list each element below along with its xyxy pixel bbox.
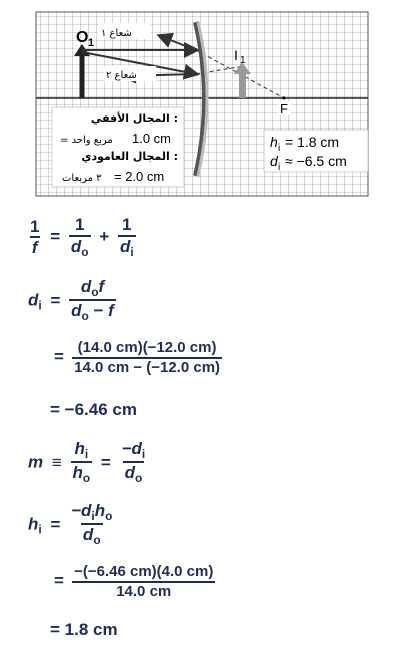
denominator: 14.0 cm − (−12.0 cm) <box>74 358 221 376</box>
d-symbol: d <box>70 236 82 256</box>
legend-line4-value: = 2.0 cm <box>114 169 165 184</box>
fraction-neg-di-ho-do <box>69 502 114 548</box>
equiv-sign: ≡ <box>51 452 62 472</box>
subscript-o: o <box>134 471 143 486</box>
h-symbol: h <box>72 463 83 483</box>
h-symbol: h <box>74 439 85 458</box>
subscript-i: i <box>141 447 146 462</box>
hi-result: = 1.8 cm <box>50 620 118 639</box>
focal-label: F <box>280 101 288 116</box>
equals-sign: = <box>50 290 61 310</box>
d-symbol: d <box>28 290 39 310</box>
subscript-o: o <box>81 309 89 324</box>
ray-1-label: شعاع ١ <box>101 28 132 39</box>
di-formula <box>28 278 116 324</box>
legend-line2-text: = مربع واحد <box>60 135 113 146</box>
subscript-o: o <box>82 471 91 486</box>
equals-sign: = <box>50 227 61 247</box>
equals-sign: = <box>50 514 61 534</box>
d-symbol: d <box>82 525 94 545</box>
fraction-1-over-di <box>118 216 136 260</box>
object-label-sub: 1 <box>88 37 95 49</box>
d-symbol: d <box>80 277 92 296</box>
result-hi-sym: h <box>270 134 278 150</box>
equals-sign: = <box>54 570 64 590</box>
subscript-i: i <box>38 522 42 537</box>
result-hi-val: = 1.8 cm <box>285 134 340 150</box>
legend-line4-text: ٣ مربعات <box>62 173 102 184</box>
fraction-step1 <box>72 340 222 376</box>
ray-2-label: شعاع ٢ <box>106 70 137 81</box>
subscript-i: i <box>38 298 42 313</box>
ray-diagram <box>0 0 410 200</box>
subscript-i: i <box>84 447 89 462</box>
h-symbol: h <box>94 501 106 520</box>
fraction-1-over-f <box>28 218 41 258</box>
subscript-o: o <box>105 509 113 524</box>
equals-sign: = <box>54 346 64 366</box>
fraction-hi-ho <box>71 440 93 486</box>
h-symbol: h <box>28 514 39 534</box>
image-label: I <box>234 47 238 63</box>
neg-d-symbol: −d <box>71 501 92 520</box>
legend-line2-value: 1.0 cm <box>132 131 172 146</box>
d-symbol: d <box>71 301 82 321</box>
denominator: f <box>31 238 38 258</box>
subscript-o: o <box>81 244 89 259</box>
numerator: 1 <box>122 215 132 234</box>
f-symbol: f <box>98 277 105 296</box>
result-di-sym: d <box>270 153 278 169</box>
fraction-neg-di-do <box>120 440 148 486</box>
di-result: = −6.46 cm <box>50 400 137 419</box>
fraction-step2 <box>72 564 215 600</box>
image-arrow <box>239 72 246 98</box>
equals-sign: = <box>100 452 111 472</box>
numerator: −(−6.46 cm)(4.0 cm) <box>74 563 214 580</box>
plus-sign: + <box>99 227 110 247</box>
fraction-1-over-do <box>69 216 91 260</box>
minus-sign: − <box>93 301 104 321</box>
hi-formula <box>28 502 114 548</box>
subscript-o: o <box>93 533 101 548</box>
numerator: 1 <box>30 216 40 236</box>
m-symbol: m <box>28 452 44 472</box>
legend-line1: المجال الأفقي : <box>90 112 178 125</box>
numerator: (14.0 cm)(−12.0 cm) <box>77 339 217 356</box>
d-symbol: d <box>119 236 131 256</box>
hi-substitution <box>50 564 215 600</box>
result-di-val: ≈ −6.5 cm <box>285 153 347 169</box>
subscript-o: o <box>91 285 99 300</box>
mirror-equation <box>28 216 136 260</box>
numerator: 1 <box>74 215 85 234</box>
result-di-sub: i <box>278 162 281 173</box>
f-symbol: f <box>108 301 114 321</box>
subscript-i: i <box>91 509 95 524</box>
d-symbol: d <box>124 463 135 483</box>
neg-d-symbol: −d <box>121 439 142 458</box>
legend-line3: المجال العامودي : <box>81 150 178 163</box>
subscript-i: i <box>130 244 134 259</box>
fraction-do-f <box>69 278 116 324</box>
magnification-formula <box>28 440 147 486</box>
image-label-sub: 1 <box>240 55 246 66</box>
focal-point <box>283 97 286 100</box>
result-hi-sub: i <box>278 143 281 154</box>
di-substitution <box>50 340 222 376</box>
denominator: 14.0 cm <box>72 581 215 600</box>
object-label: O <box>76 29 89 46</box>
